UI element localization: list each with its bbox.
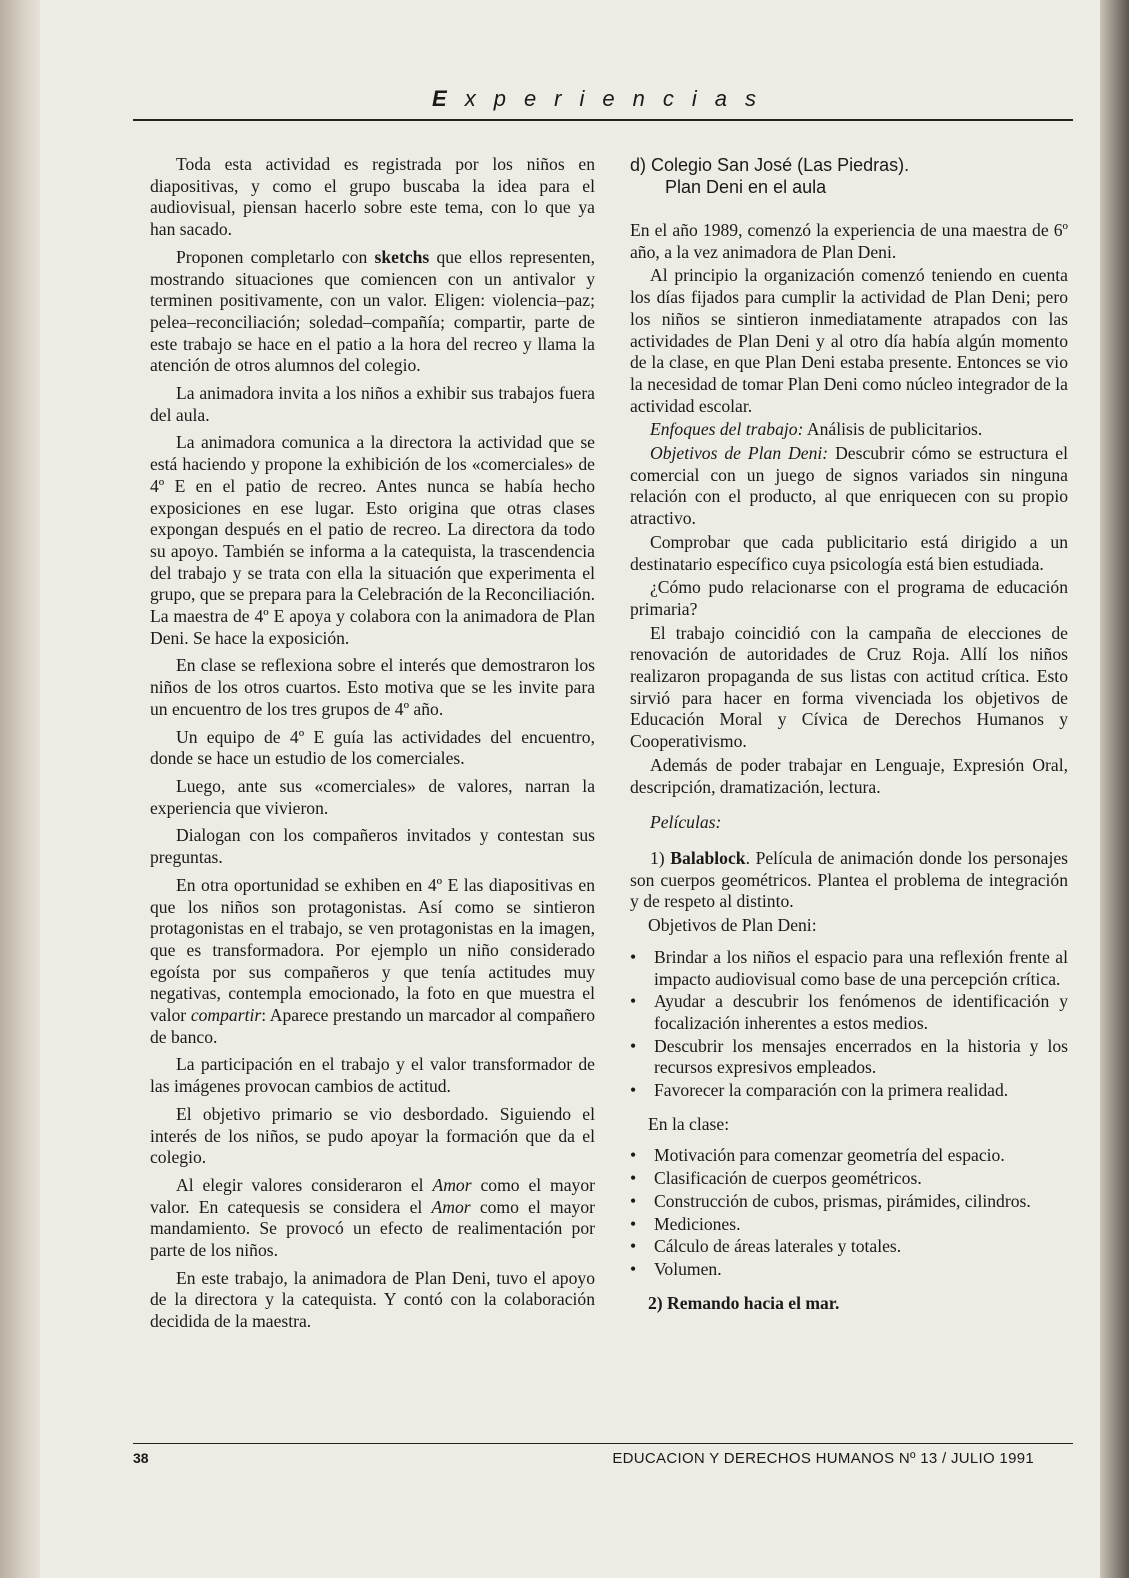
header-initial: E <box>432 86 465 111</box>
paragraph: Comprobar que cada publicitario está dirigido a un destinatario específico cuya psicología está bien estudiada. <box>630 531 1068 574</box>
list-item: • Volumen. <box>630 1259 1068 1281</box>
paragraph: El objetivo primario se vio desbordado. Siguiendo el interés de los niños, se pudo apoyar la formación que da el colegio. <box>150 1103 595 1168</box>
objectives-list <box>630 947 1068 1102</box>
publication-footer: EDUCACION Y DERECHOS HUMANOS Nº 13 / JULIO 1991 <box>612 1450 1034 1467</box>
list-item: • Ayudar a descubrir los fenómenos de identificación y focalización inherentes a estos medios. <box>630 991 1068 1034</box>
italic-label: Enfoques del trabajo: <box>650 419 804 440</box>
paragraph: La participación en el trabajo y el valor transformador de las imágenes provocan cambios de actitud. <box>150 1054 595 1097</box>
paragraph: En clase se reflexiona sobre el interés que demostraron los niños de los otros cuartos. Esto motiva que se les invite para un encuentro de los tres grupos de 4º año. <box>150 655 595 719</box>
list-item: • Construcción de cubos, prismas, pirámides, cilindros. <box>630 1191 1068 1213</box>
class-list <box>630 1145 1068 1280</box>
paragraph <box>630 1293 1068 1315</box>
paragraph: Enfoques del trabajo: Análisis de publicitarios. <box>650 419 983 440</box>
paragraph: Además de poder trabajar en Lenguaje, Expresión Oral, descripción, dramatización, lectura. <box>630 754 1068 797</box>
paragraph: Proponen completarlo con sketchs que ellos representen, mostrando situaciones que comiencen con un antivalor y terminen positivamente, con un valor. Eligen: violencia–paz; pelea–reconciliación; soledad–compañía; compartir, parte de este trabajo se hace en el patio a la hora del recreo y llama la atención de otros alumnos del colegio. <box>150 246 595 376</box>
section-header <box>133 86 1073 112</box>
paragraph: En este trabajo, la animadora de Plan Deni, tuvo el apoyo de la directora y la catequista. Y contó con la colaboración decidida de la maestra. <box>150 1267 595 1332</box>
paragraph: Objetivos de Plan Deni: Descubrir cómo se estructura el comercial con un juego de signos variados sin ninguna relación con el producto, al que enriquecen con su propio atractivo. <box>630 443 1068 529</box>
paragraph: Luego, ante sus «comerciales» de valores, narran la experiencia que vivieron. <box>150 775 595 818</box>
book-spine <box>0 0 40 1578</box>
section-heading <box>630 154 1068 198</box>
paragraph: Al principio la organización comenzó teniendo en cuenta los días fijados para cumplir la actividad de Plan Deni; pero los niños se sintieron inmediatamente atrapados con las actividades de Plan Deni y al otro día había algún momento de la clase, en que Plan Deni estaba presente. Entonces se vio la necesidad de tomar Plan Deni como núcleo integrador de la actividad escolar. <box>630 265 1068 416</box>
paragraph: Un equipo de 4º E guía las actividades del encuentro, donde se hace un estudio de los comerciales. <box>150 726 595 769</box>
paragraph <box>630 812 1068 834</box>
paragraph: 1) Balablock. Película de animación donde los personajes son cuerpos geométricos. Plantea el problema de integración y de respeto al distinto. <box>630 847 1068 912</box>
paragraph: La animadora invita a los niños a exhibir sus trabajos fuera del aula. <box>150 383 595 425</box>
list-item: • Brindar a los niños el espacio para una reflexión frente al impacto audiovisual como base de una percepción crítica. <box>630 947 1068 990</box>
film-title: Balablock <box>670 847 746 868</box>
paragraph: Al elegir valores consideraron el Amor como el mayor valor. En catequesis se considera el Amor como el mayor mandamiento. Se provocó un efecto de realimentación por parte de los niños. <box>150 1174 595 1261</box>
header-rest: xperiencias <box>464 86 774 111</box>
list-item: • Cálculo de áreas laterales y totales. <box>630 1236 1068 1258</box>
paragraph: En la clase: <box>648 1113 730 1134</box>
italic-term: compartir <box>190 1005 262 1026</box>
italic-label: Objetivos de Plan Deni: <box>650 443 829 464</box>
page-number: 38 <box>133 1450 149 1466</box>
list-item: • Clasificación de cuerpos geométricos. <box>630 1168 1068 1190</box>
film-title: 2) Remando hacia el mar. <box>648 1292 840 1313</box>
page-gutter-shadow <box>1100 0 1129 1578</box>
list-item: • Favorecer la comparación con la primera realidad. <box>630 1080 1068 1102</box>
paragraph: Objetivos de Plan Deni: <box>648 915 817 936</box>
paragraph: En el año 1989, comenzó la experiencia de una maestra de 6º año, a la vez animadora de Plan Deni. <box>630 220 1068 262</box>
header-rule <box>133 119 1073 121</box>
paragraph: La animadora comunica a la directora la actividad que se está haciendo y propone la exhibición de los «comerciales» de 4º E en el patio de recreo. Antes nunca se había hecho exposiciones en ese lugar. Esto origina que otras clases expongan después en el patio de recreo. La directora da todo su apoyo. También se informa a la catequista, la trascendencia del trabajo y se trata con ella la situación que experimenta el grupo, que se prepara para la Celebración de la Reconciliación. La maestra de 4º E apoya y colabora con la animadora de Plan Deni. Se hace la exposición. <box>150 432 596 648</box>
list-item: • Mediciones. <box>630 1214 1068 1236</box>
paragraph: Dialogan con los compañeros invitados y contestan sus preguntas. <box>150 825 595 868</box>
paragraph: En otra oportunidad se exhiben en 4º E las diapositivas en que los niños son protagonistas. Así como se sintieron protagonistas en el trabajo, se ven protagonistas en la imagen, que es transformadora. Por ejemplo un niño considerado egoísta por sus compañeros y que tenía actitudes muy negativas, contempla emocionado, la foto en que muestra el valor compartir: Aparece prestando un marcador al compañero de banco. <box>150 874 595 1047</box>
italic-term: Amor <box>431 1196 471 1217</box>
section-heading-line2: Plan Deni en el aula <box>665 177 827 197</box>
italic-term: Amor <box>432 1174 472 1195</box>
italic-label: Películas: <box>650 812 722 833</box>
right-column <box>630 154 1068 1316</box>
left-column <box>150 154 595 1339</box>
paragraph: Toda esta actividad es registrada por los niños en diapositivas, y como el grupo buscaba la idea para el audiovisual, piensan hacerlo sobre este tema, con lo que ya han sacado. <box>150 154 595 240</box>
paragraph: ¿Cómo pudo relacionarse con el programa de educación primaria? <box>630 577 1068 619</box>
footer-rule <box>133 1443 1073 1444</box>
list-item: • Descubrir los mensajes encerrados en la historia y los recursos expresivos empleados. <box>630 1036 1068 1079</box>
section-heading-line1: d) Colegio San José (Las Piedras). <box>630 155 910 175</box>
bold-term: sketchs <box>374 246 430 267</box>
paragraph: El trabajo coincidió con la campaña de elecciones de renovación de autoridades de Cruz Roja. Allí los niños realizaron propaganda de sus listas con actitud crítica. Esto sirvió para hacer en forma vivenciada los objetivos de Educación Moral y Cívica de Derechos Humanos y Cooperativismo. <box>630 622 1068 752</box>
list-item: • Motivación para comenzar geometría del espacio. <box>630 1145 1068 1167</box>
